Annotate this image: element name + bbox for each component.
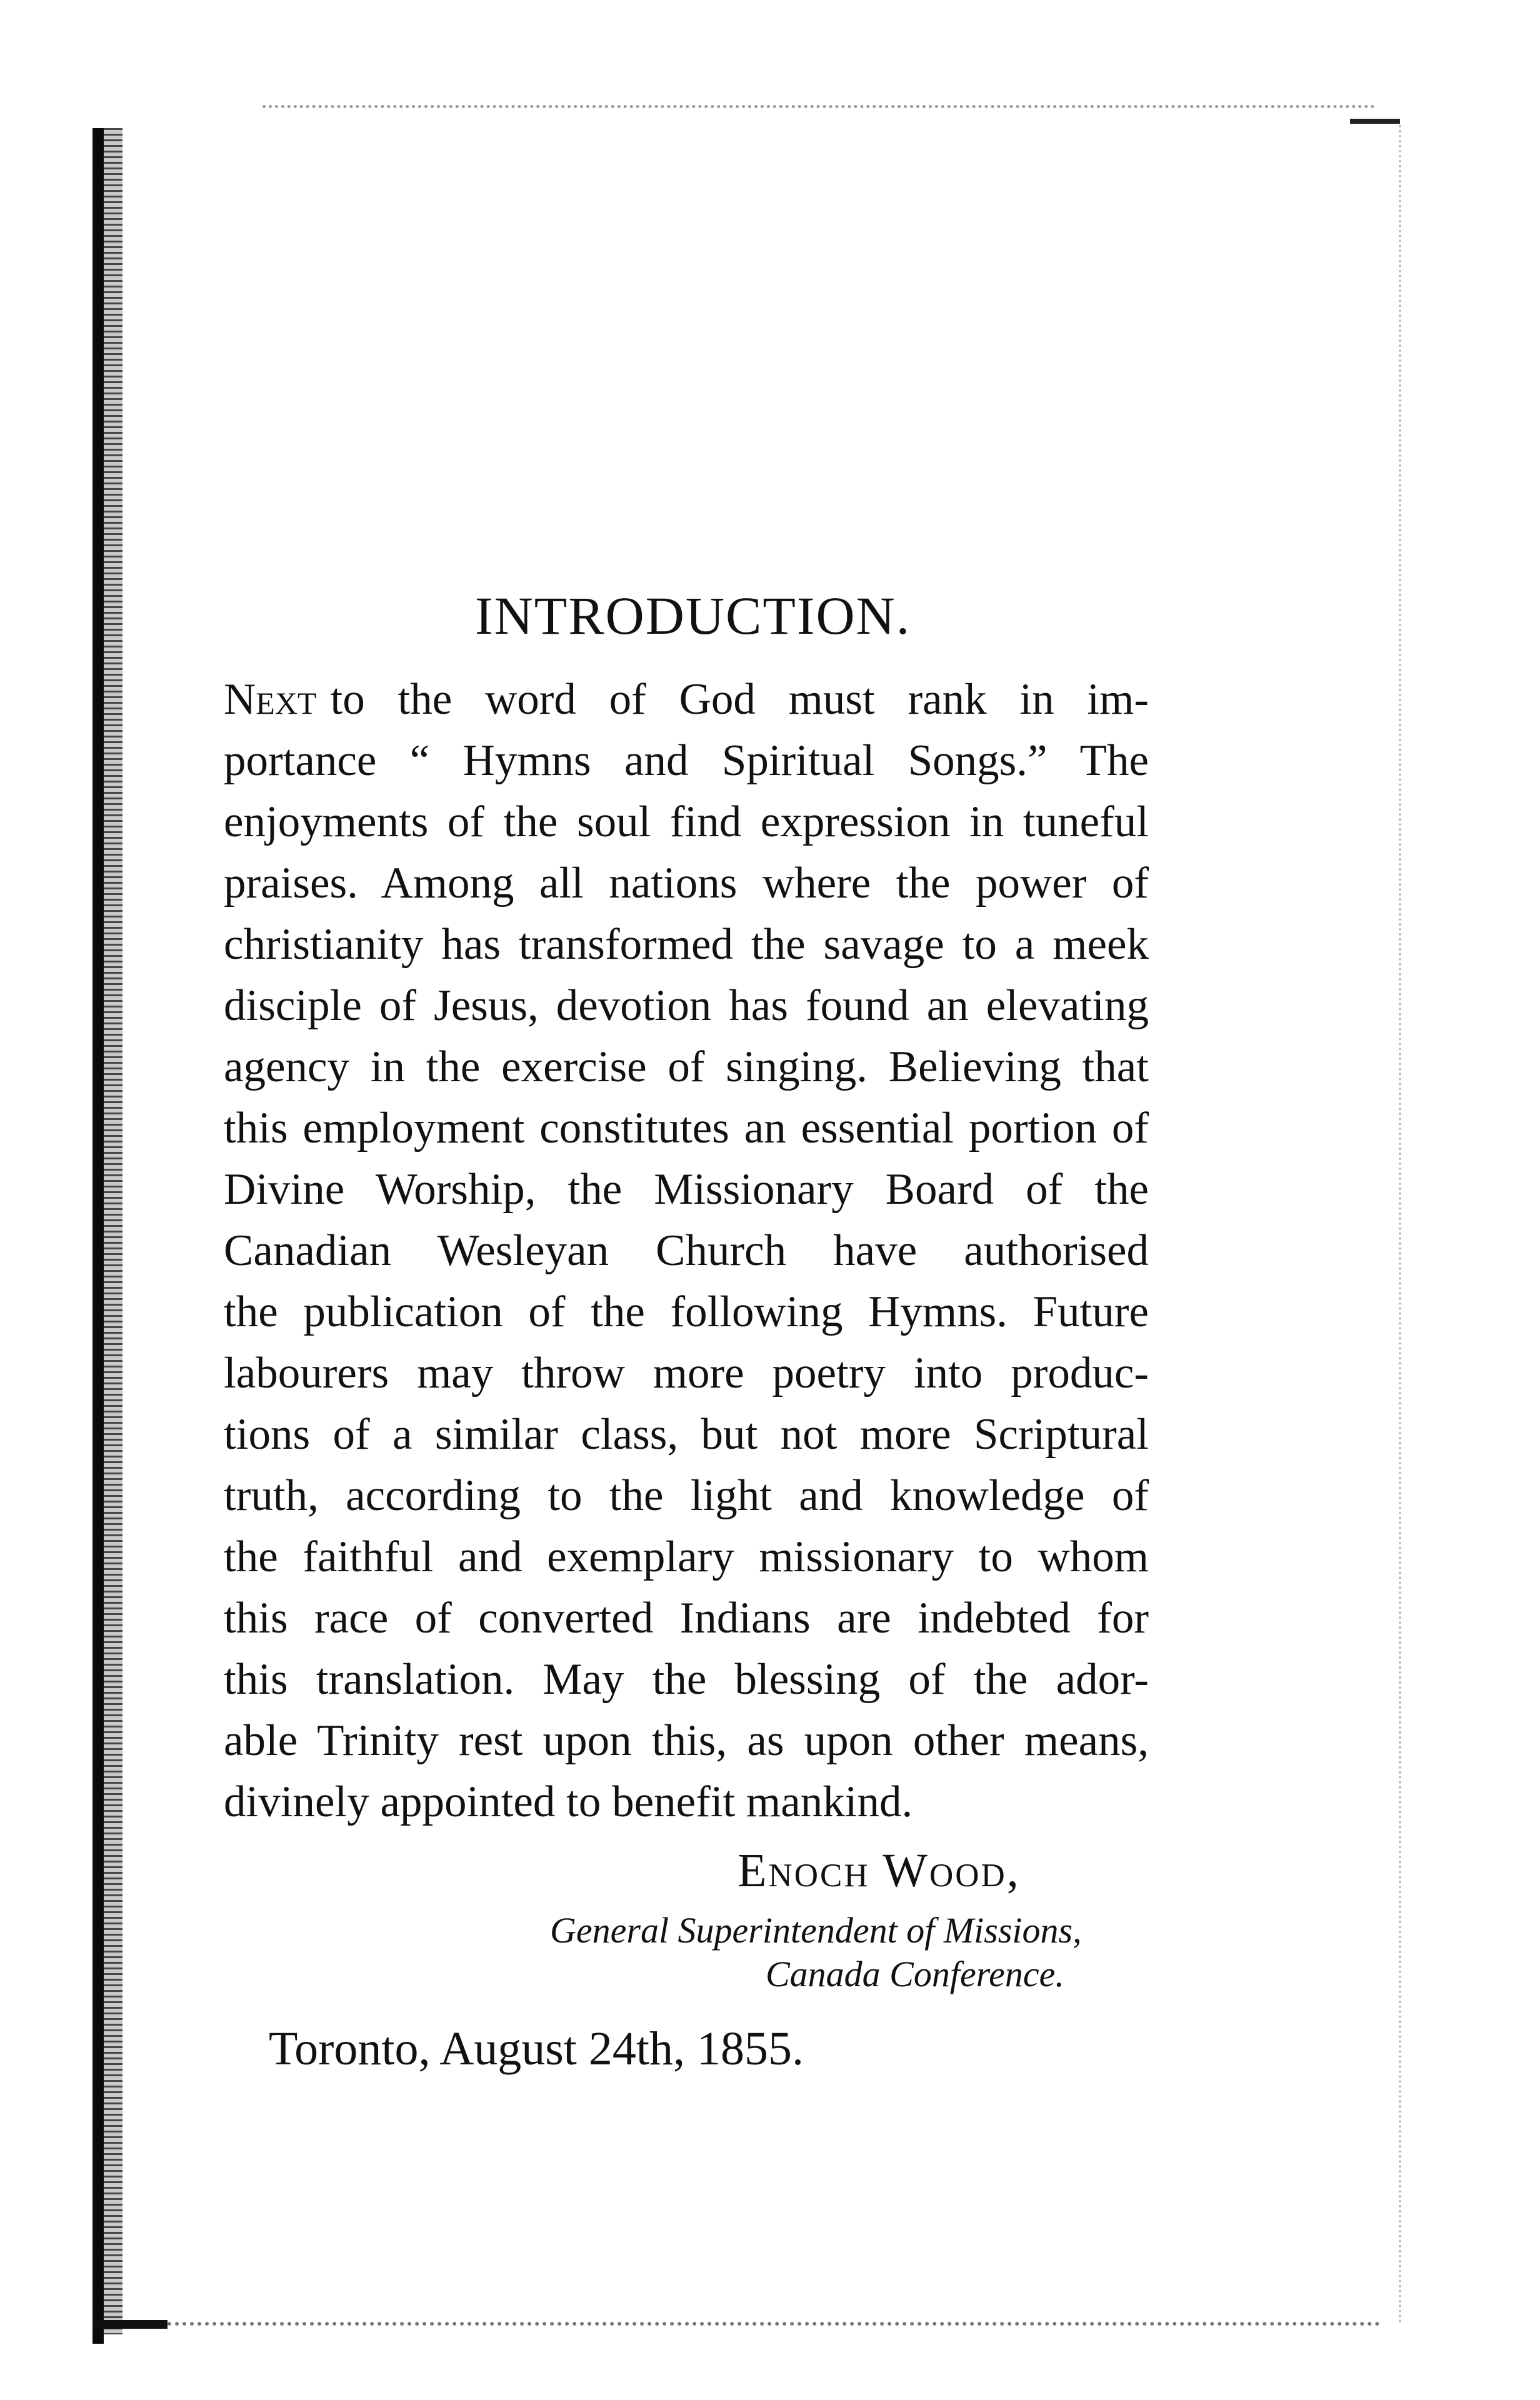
top-right-corner-mark [1350, 119, 1400, 124]
paragraph-line [224, 852, 1149, 914]
paragraph-line [224, 975, 1149, 1036]
paragraph-line-text: the faithful and exemplary missionary to whom [224, 1532, 1149, 1581]
place-and-date: Toronto, August 24th, 1855. [269, 2022, 804, 2075]
page-heading: INTRODUCTION. [475, 586, 911, 646]
paragraph-line-text: praises. Among all nations where the power of [224, 859, 1149, 908]
signature-name: Enoch Wood, [738, 1844, 1021, 1897]
binding-edge [92, 128, 104, 2344]
paragraph-line [224, 1159, 1149, 1220]
paragraph-line-text: disciple of Jesus, devotion has found an elevating [224, 981, 1149, 1030]
paragraph-line-text: able Trinity rest upon this, as upon other means, [224, 1716, 1149, 1765]
top-border-dots [262, 105, 1375, 108]
paragraph-line-text: divinely appointed to benefit mankind. [224, 1778, 913, 1826]
paragraph-line-text: labourers may throw more poetry into produc- [224, 1349, 1149, 1398]
paragraph-line-text: this translation. May the blessing of the ador- [224, 1655, 1149, 1704]
bottom-left-corner-mark [92, 2320, 168, 2329]
paragraph-line-text: portance “ Hymns and Spiritual Songs.” The [224, 736, 1149, 785]
paragraph-line-text [224, 669, 1149, 730]
paragraph-line [224, 669, 1149, 730]
bottom-border-dots [92, 2322, 1380, 2326]
introduction-paragraph [224, 669, 1149, 1832]
paragraph-line [224, 1710, 1149, 1771]
paragraph-line-text: this employment constitutes an essential portion of [224, 1104, 1149, 1152]
paragraph-line [224, 1404, 1149, 1465]
paragraph-line [224, 791, 1149, 852]
paragraph-line [224, 1526, 1149, 1588]
drop-small-caps-word: Next [224, 675, 317, 724]
paragraph-line-text: Divine Worship, the Missionary Board of the [224, 1165, 1149, 1214]
paragraph-line-text: this race of converted Indians are indebted for [224, 1594, 1149, 1642]
paragraph-line [224, 1465, 1149, 1526]
paragraph-line-text: the publication of the following Hymns. Future [224, 1288, 1149, 1336]
paragraph-line [224, 730, 1149, 791]
paragraph-line-text: agency in the exercise of singing. Believing that [224, 1042, 1149, 1091]
paragraph-line [224, 1588, 1149, 1649]
first-line-rest: to the word of God must rank in im- [330, 675, 1149, 724]
paragraph-line [224, 914, 1149, 975]
signature-title: General Superintendent of Missions, [550, 1910, 1082, 1951]
signature-organization: Canada Conference. [766, 1954, 1064, 1994]
paragraph-line [224, 1342, 1149, 1404]
right-border-dots [1399, 125, 1401, 2325]
paragraph-line [224, 1098, 1149, 1159]
paragraph-line [224, 1220, 1149, 1281]
paragraph-line [224, 1036, 1149, 1098]
paragraph-line [224, 1649, 1149, 1710]
paragraph-line-text: tions of a similar class, but not more Scriptural [224, 1410, 1149, 1459]
paragraph-line-last [224, 1771, 1149, 1832]
paragraph-line-text: christianity has transformed the savage to a meek [224, 920, 1149, 969]
paragraph-line-text: enjoyments of the soul find expression in tuneful [224, 798, 1149, 846]
paragraph-line [224, 1281, 1149, 1342]
paragraph-line-text: truth, according to the light and knowledge of [224, 1471, 1149, 1520]
paragraph-line-text: Canadian Wesleyan Church have authorised [224, 1226, 1149, 1275]
